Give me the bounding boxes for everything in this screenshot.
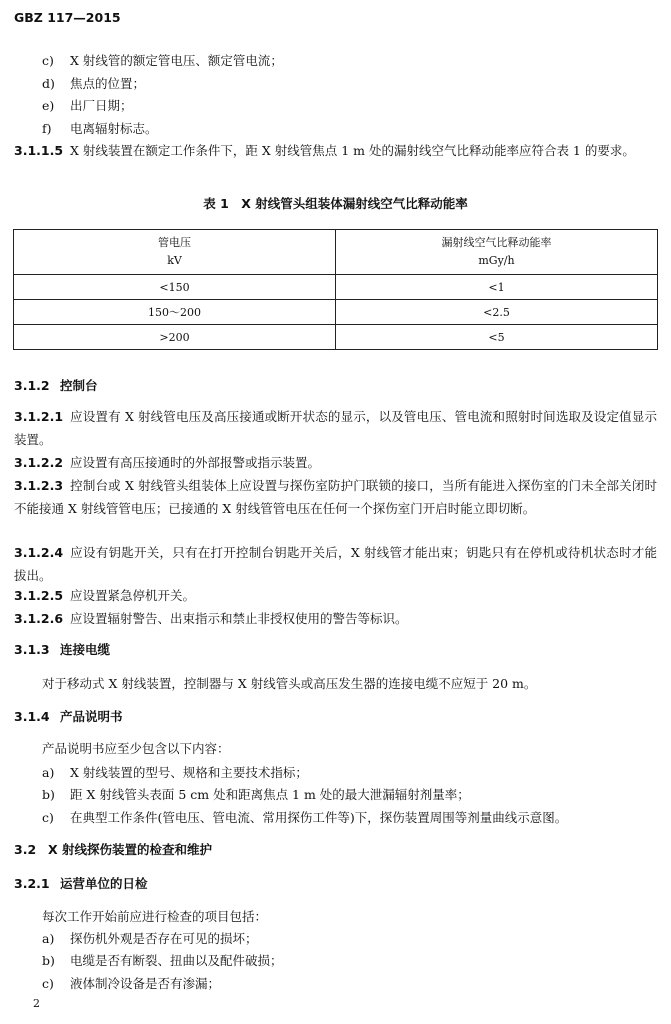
standard-code: GBZ 117—2015	[14, 10, 121, 25]
table-row: 150～200 <2.5	[14, 300, 658, 325]
list-item: b) 距 X 射线管头表面 5 cm 处和距离焦点 1 m 处的最大泄漏辐射剂量率；	[42, 787, 470, 802]
clause-3-1-2-6: 3.1.2.6 应设置辐射警告、出束指示和禁止非授权使用的警告等标识。	[14, 611, 408, 626]
table-caption: 表 1 X 射线管头组装体漏射线空气比释动能率	[203, 196, 468, 211]
daily-check-intro: 每次工作开始前应进行检查的项目包括：	[42, 909, 268, 924]
list-item: c) X 射线管的额定管电压、额定管电流；	[42, 53, 283, 68]
list-item: d) 焦点的位置；	[42, 76, 146, 91]
clause-3-1-2-3: 3.1.2.3 控制台或 X 射线管头组装体上应设置与探伤室防护门联锁的接口，当所有能进入探伤室的门未全部关闭时不能接通 X 射线管管电压；已接通的 X 射线管管电压在任何一个探伤室门开启时能立即切断。	[14, 478, 657, 516]
section-heading-3-1-3: 3.1.3 连接电缆	[14, 642, 111, 657]
clause-3-1-2-2: 3.1.2.2 应设置有高压接通时的外部报警或指示装置。	[14, 455, 321, 470]
list-item: a) X 射线装置的型号、规格和主要技术指标；	[42, 765, 308, 780]
section-heading-3-2: 3.2 X 射线探伤装置的检查和维护	[14, 842, 212, 857]
list-item: e) 出厂日期；	[42, 98, 133, 113]
section-heading-3-2-1: 3.2.1 运营单位的日检	[14, 876, 148, 891]
clause-3-1-2-5: 3.1.2.5 应设置紧急停机开关。	[14, 588, 196, 603]
list-item: c) 液体制冷设备是否有渗漏；	[42, 976, 221, 991]
clause-3-1-2-4: 3.1.2.4 应设有钥匙开关，只有在打开控制台钥匙开关后，X 射线管才能出束；钥匙只有在停机或待机状态时才能拔出。	[14, 545, 657, 583]
table-header-rate: 漏射线空气比释动能率 mGy/h	[336, 230, 658, 275]
list-item: f) 电离辐射标志。	[42, 121, 158, 136]
cable-requirement: 对于移动式 X 射线装置，控制器与 X 射线管头或高压发生器的连接电缆不应短于 20 m。	[42, 676, 537, 691]
list-item: b) 电缆是否有断裂、扭曲以及配件破损；	[42, 953, 283, 968]
leakage-rate-table	[13, 229, 658, 350]
section-heading-3-1-4: 3.1.4 产品说明书	[14, 709, 123, 724]
clause-3-1-1-5: 3.1.1.5 X 射线装置在额定工作条件下，距 X 射线管焦点 1 m 处的漏射线空气比释动能率应符合表 1 的要求。	[14, 143, 635, 158]
section-heading-3-1-2: 3.1.2 控制台	[14, 378, 98, 393]
manual-intro: 产品说明书应至少包含以下内容：	[42, 741, 230, 756]
page-number: 2	[33, 997, 40, 1010]
list-item: c) 在典型工作条件(管电压、管电流、常用探伤工件等)下，探伤装置周围等剂量曲线示意图。	[42, 810, 568, 825]
table-header-voltage: 管电压 kV	[14, 230, 336, 275]
clause-3-1-2-1: 3.1.2.1 应设置有 X 射线管电压及高压接通或断开状态的显示，以及管电压、管电流和照射时间选取及设定值显示装置。	[14, 409, 657, 447]
list-item: a) 探伤机外观是否存在可见的损坏；	[42, 931, 258, 946]
table-row: >200 <5	[14, 325, 658, 350]
table-row: <150 <1	[14, 275, 658, 300]
